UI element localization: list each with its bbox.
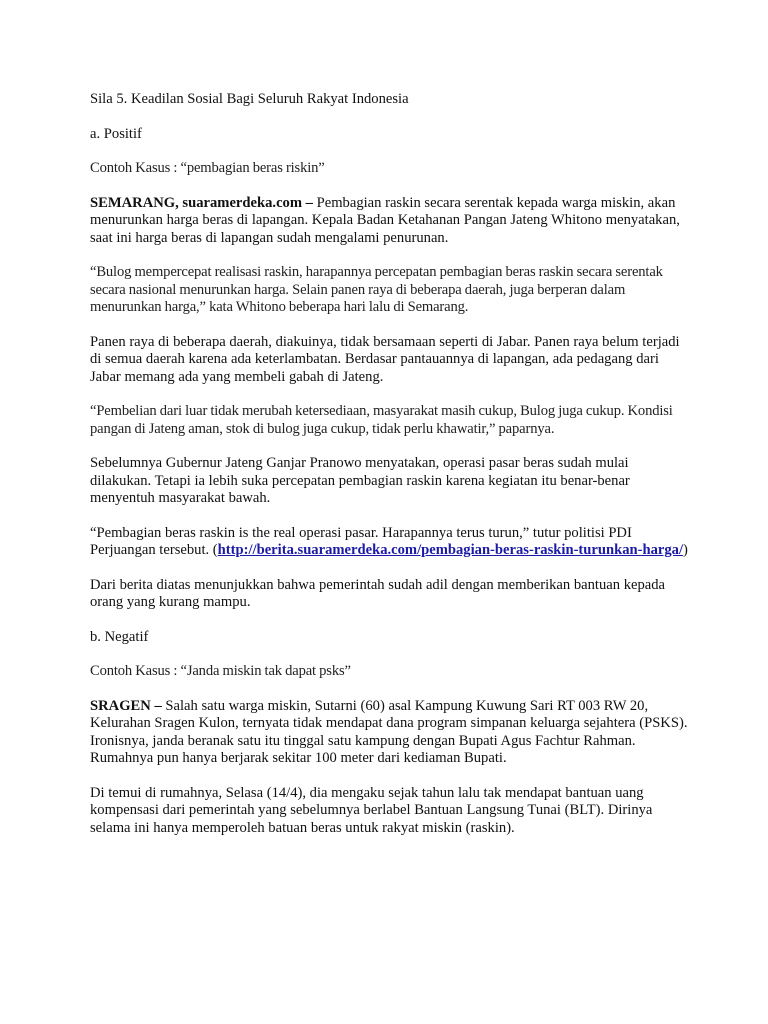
section-positive-heading: a. Positif — [90, 125, 142, 142]
paragraph-8 — [90, 698, 690, 768]
paragraph-6-close: ) — [683, 542, 688, 558]
paragraph-1-text: Pembagian raskin secara serentak kepada warga miskin, akan menurunkan harga beras di lapangan. Kepala Badan Ketahanan Pangan Jateng Whitono menyatakan, saat ini harga beras di lapangan sudah mengalami penurunan. — [90, 194, 680, 246]
paragraph-8-text: Salah satu warga miskin, Sutarni (60) asal Kampung Kuwung Sari RT 003 RW 20, Kelurahan Sragen Kulon, ternyata tidak mendapat dana program simpanan keluarga sejahtera (PSKS). Ironisnya, janda beranak satu itu tinggal satu kampung dengan Bupati Agus Fachtur Rahman. Rumahnya pun hanya berjarak sekitar 100 meter dari kediaman Bupati. — [90, 697, 688, 766]
paragraph-1 — [90, 195, 690, 248]
dateline-sragen: SRAGEN – — [90, 697, 162, 714]
case-title-positive: Contoh Kasus : “pembagian beras riskin” — [90, 160, 325, 176]
paragraph-2-quote: “Bulog mempercepat realisasi raskin, harapannya percepatan pembagian beras raskin secara serentak secara nasional menurunkan harga. Selain panen raya di beberapa daerah, juga berperan dalam menurunkan harga,” kata Whitono beberapa hari lalu di Semarang. — [90, 264, 663, 315]
paragraph-9: Di temui di rumahnya, Selasa (14/4), dia mengaku sejak tahun lalu tak mendapat bantuan uang kompensasi dari pemerintah yang sebelumnya berlabel Bantuan Langsung Tunai (BLT). Dirinya selama ini hanya memperoleh batuan beras untuk rakyat miskin (raskin). — [90, 784, 653, 836]
source-link[interactable]: http://berita.suaramerdeka.com/pembagian-beras-raskin-turunkan-harga/ — [217, 542, 684, 558]
section-negative-heading: b. Negatif — [90, 628, 149, 645]
document-page — [90, 91, 690, 854]
case-title-negative: Contoh Kasus : “Janda miskin tak dapat psks” — [90, 663, 351, 679]
paragraph-5: Sebelumnya Gubernur Jateng Ganjar Pranowo menyatakan, operasi pasar beras sudah mulai dilakukan. Tetapi ia lebih suka percepatan pembagian raskin karena kegiatan itu benar-benar menyentuh masyarakat bawah. — [90, 455, 630, 506]
paragraph-4-quote: “Pembelian dari luar tidak merubah ketersediaan, masyarakat masih cukup, Bulog juga cukup. Kondisi pangan di Jateng aman, stok di bulog juga cukup, tidak perlu khawatir,” paparnya. — [90, 403, 673, 437]
document-title: Sila 5. Keadilan Sosial Bagi Seluruh Rakyat Indonesia — [90, 91, 409, 107]
dateline-semarang: SEMARANG, suaramerdeka.com – — [90, 194, 313, 211]
paragraph-6 — [90, 525, 690, 560]
paragraph-6-text: “Pembagian beras raskin is the real operasi pasar. Harapannya terus turun,” tutur politisi PDI Perjuangan tersebut. ( — [90, 524, 632, 558]
paragraph-3: Panen raya di beberapa daerah, diakuinya, tidak bersamaan seperti di Jabar. Panen raya belum terjadi di semua daerah karena ada keterlambatan. Berdasar pantauannya di lapangan, ada pedagang dari Jabar memang ada yang membeli gabah di Jateng. — [90, 333, 680, 385]
paragraph-7-conclusion: Dari berita diatas menunjukkan bahwa pemerintah sudah adil dengan memberikan bantuan kepada orang yang kurang mampu. — [90, 576, 666, 610]
